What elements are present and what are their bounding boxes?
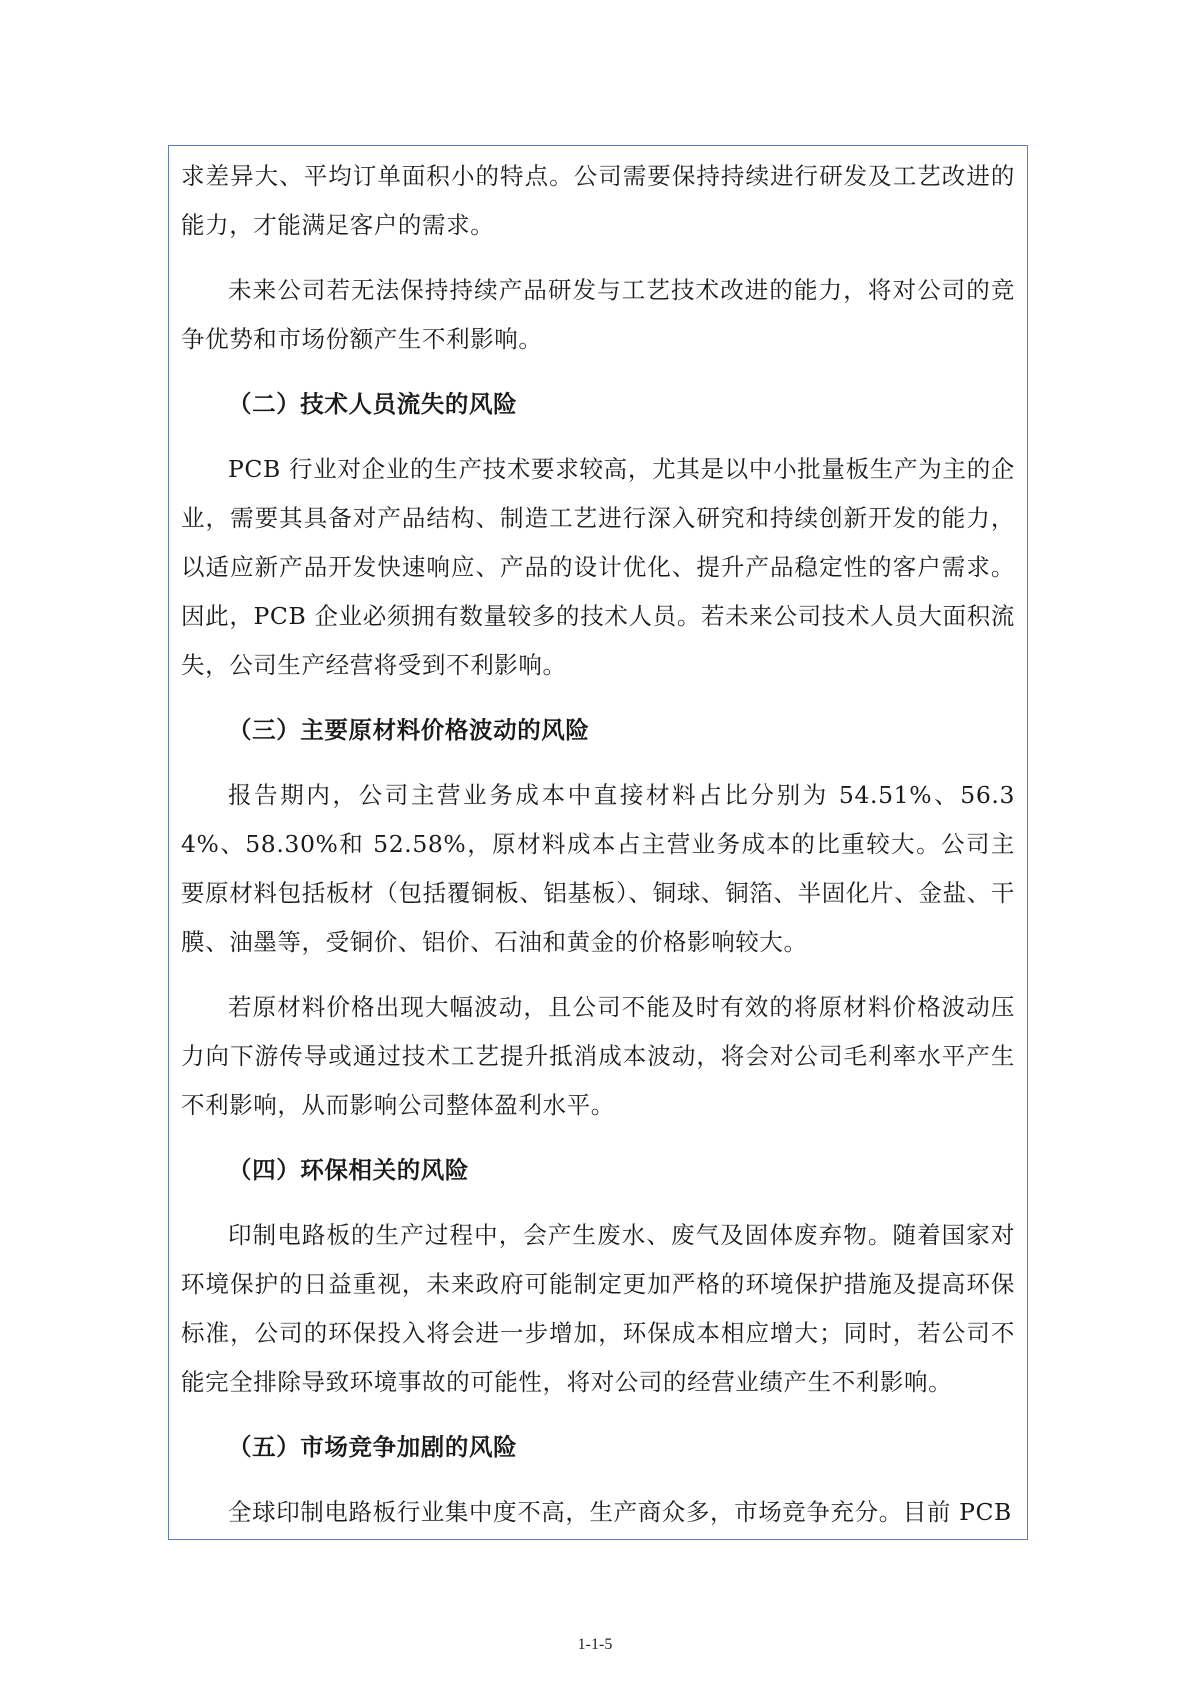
paragraph-2: 未来公司若无法保持持续产品研发与工艺技术改进的能力，将对公司的竞争优势和市场份额产生不利影响。 xyxy=(181,276,1015,353)
paragraph-7: 全球印制电路板行业集中度不高，生产商众多，市场竞争充分。目前 PCB xyxy=(228,1498,1012,1526)
heading-environmental-risk: （四）环保相关的风险 xyxy=(228,1156,469,1184)
content-frame xyxy=(168,145,1028,1540)
heading-technical-staff-risk: （二）技术人员流失的风险 xyxy=(228,390,518,418)
paragraph-3: PCB 行业对企业的生产技术要求较高，尤其是以中小批量板生产为主的企业，需要其具备对产品结构、制造工艺进行深入研究和持续创新开发的能力，以适应新产品开发快速响应、产品的设计优化、提升产品稳定性的客户需求。因此，PCB 企业必须拥有数量较多的技术人员。若未来公司技术人员大面积流失，公司生产经营将受到不利影响。 xyxy=(181,455,1015,679)
paragraph-1: 求差异大、平均订单面积小的特点。公司需要保持持续进行研发及工艺改进的能力，才能满足客户的需求。 xyxy=(181,162,1015,239)
paragraph-4: 报告期内，公司主营业务成本中直接材料占比分别为 54.51%、56.34%、58.30%和 52.58%，原材料成本占主营业务成本的比重较大。公司主要原材料包括板材（包括覆铜板、铝基板）、铜球、铜箔、半固化片、金盐、干膜、油墨等，受铜价、铝价、石油和黄金的价格影响较大。 xyxy=(181,781,1015,956)
page-number: 1-1-5 xyxy=(577,1636,613,1653)
paragraph-6: 印制电路板的生产过程中，会产生废水、废气及固体废弃物。随着国家对环境保护的日益重视，未来政府可能制定更加严格的环境保护措施及提高环保标准，公司的环保投入将会进一步增加，环保成本相应增大；同时，若公司不能完全排除导致环境事故的可能性，将对公司的经营业绩产生不利影响。 xyxy=(181,1221,1015,1396)
heading-market-competition-risk: （五）市场竞争加剧的风险 xyxy=(228,1433,518,1461)
paragraph-5: 若原材料价格出现大幅波动，且公司不能及时有效的将原材料价格波动压力向下游传导或通过技术工艺提升抵消成本波动，将会对公司毛利率水平产生不利影响，从而影响公司整体盈利水平。 xyxy=(181,993,1015,1119)
heading-raw-material-risk: （三）主要原材料价格波动的风险 xyxy=(228,716,590,744)
